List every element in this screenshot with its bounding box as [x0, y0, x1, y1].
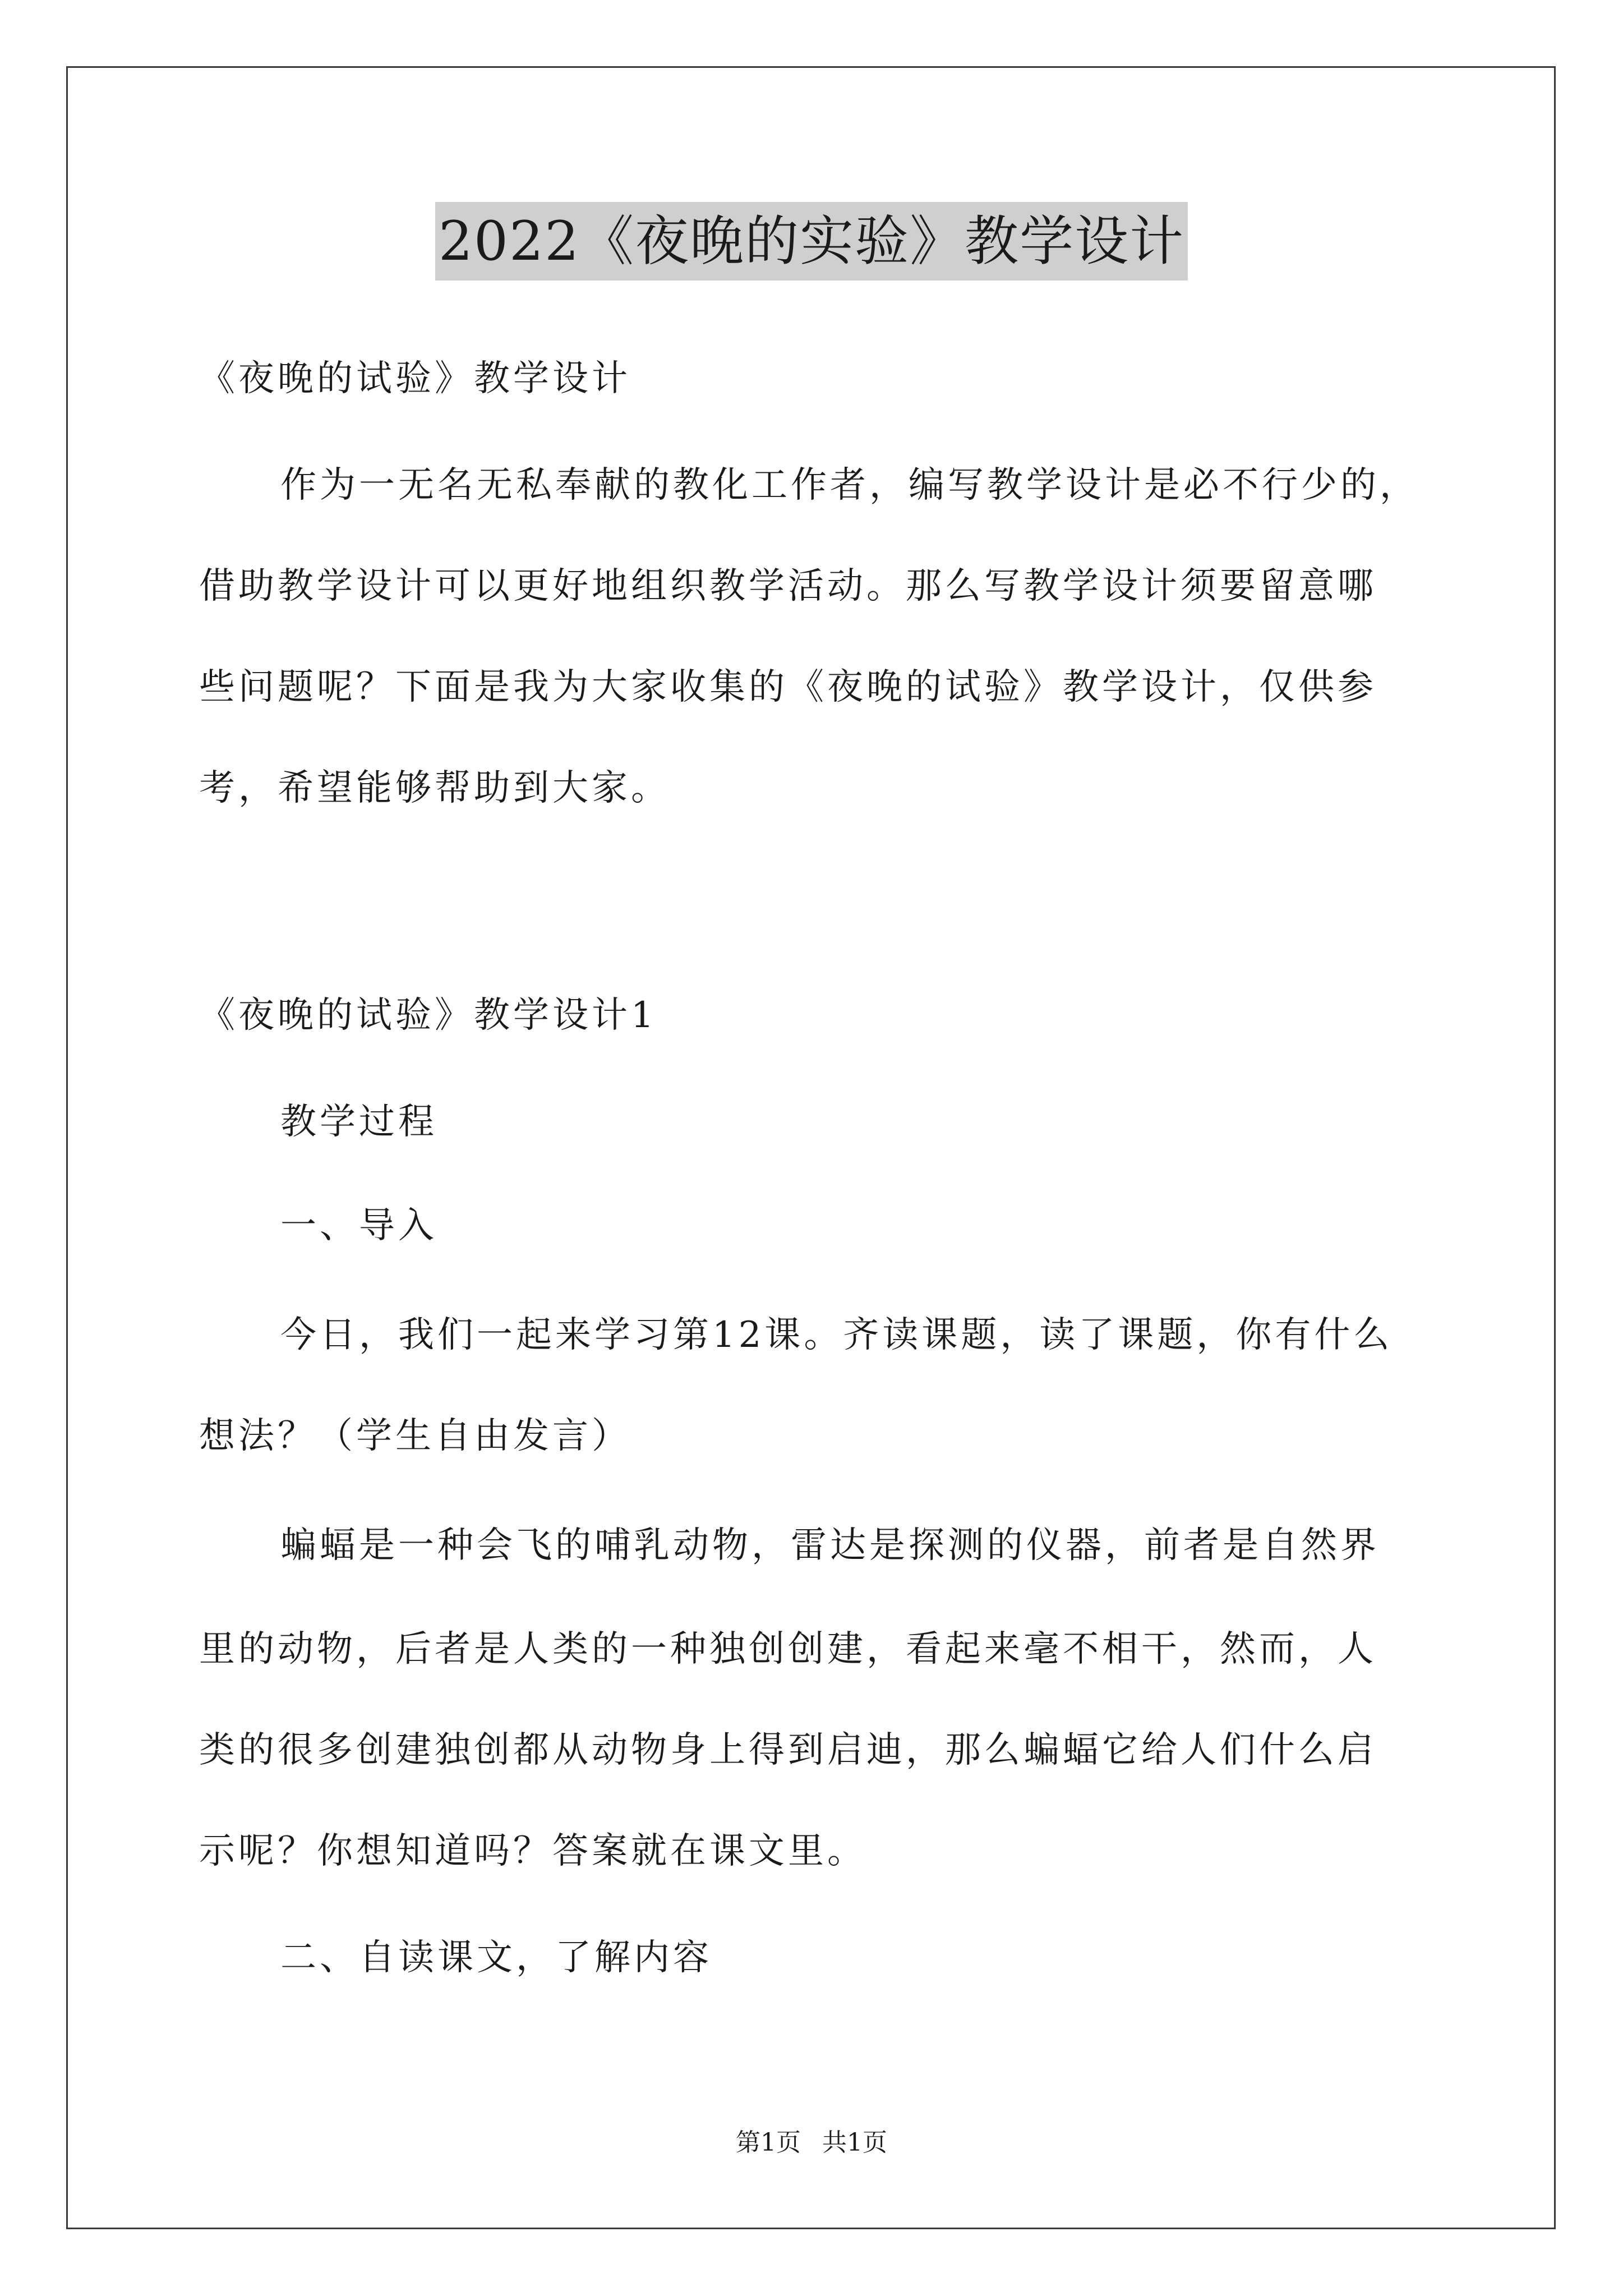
- step1-para2-line-4: 示呢？你想知道吗？答案就在课文里。: [199, 1830, 866, 1872]
- page-total-label: 共1页: [822, 2128, 887, 2157]
- step1-line-2: 想法？（学生自由发言）: [199, 1415, 631, 1457]
- intro-line-4: 考，希望能够帮助到大家。: [199, 767, 670, 809]
- intro-line-2: 借助教学设计可以更好地组织教学活动。那么写教学设计须要留意哪: [199, 565, 1377, 607]
- intro-line-1: 作为一无名无私奉献的教化工作者，编写教学设计是必不行少的，: [280, 464, 1419, 506]
- step1-para2-line-1: 蝙蝠是一种会飞的哺乳动物，雷达是探测的仪器，前者是自然界: [280, 1525, 1380, 1566]
- step1-para2-line-3: 类的很多创建独创都从动物身上得到启迪，那么蝙蝠它给人们什么启: [199, 1729, 1377, 1771]
- process-heading: 教学过程: [280, 1101, 437, 1143]
- title-wrap: [0, 202, 1623, 280]
- document-subtitle: 《夜晚的试验》教学设计: [199, 358, 631, 399]
- step1-para2-line-2: 里的动物，后者是人类的一种独创创建，看起来毫不相干，然而，人: [199, 1628, 1377, 1670]
- step2-heading: 二、自读课文，了解内容: [280, 1937, 712, 1978]
- step1-line-1: 今日，我们一起来学习第12课。齐读课题，读了课题，你有什么: [280, 1314, 1393, 1356]
- step1-heading: 一、导入: [280, 1205, 437, 1246]
- section1-title: 《夜晚的试验》教学设计1: [199, 995, 657, 1036]
- intro-line-3: 些问题呢？下面是我为大家收集的《夜晚的试验》教学设计，仅供参: [199, 666, 1377, 708]
- page-number-label: 第1页: [736, 2128, 801, 2157]
- document-title: 2022《夜晚的实验》教学设计: [435, 202, 1188, 280]
- page-footer: [0, 2126, 1623, 2160]
